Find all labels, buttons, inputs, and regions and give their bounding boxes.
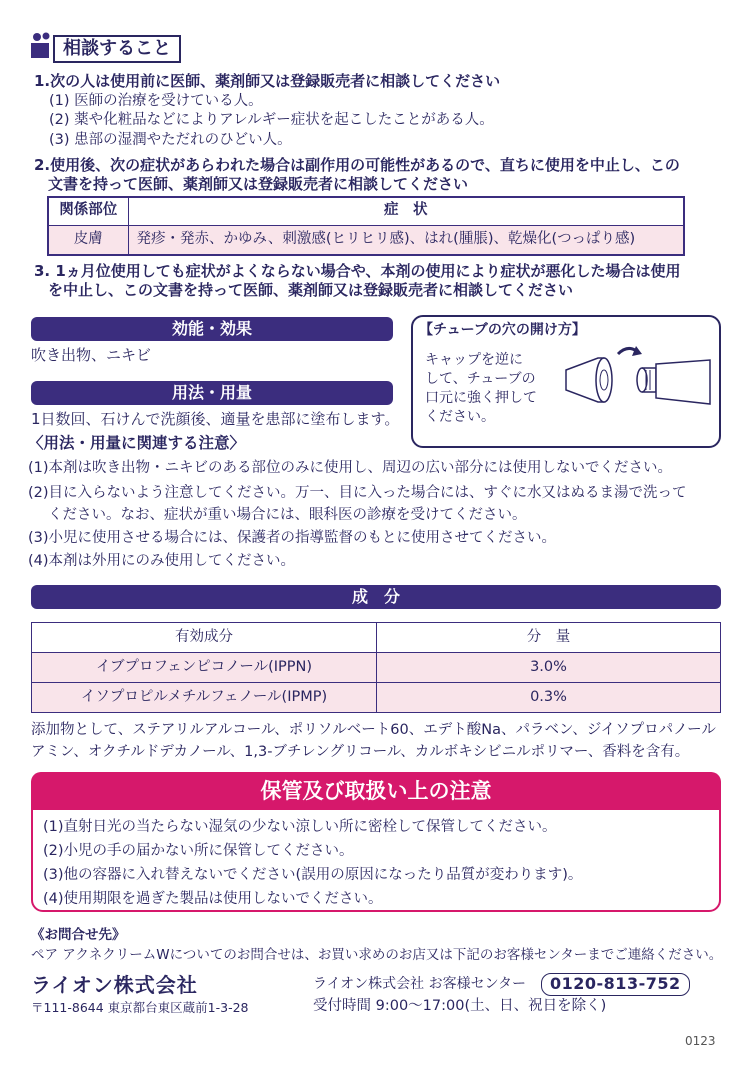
storage-item-3: (3)他の容器に入れ替えないでください(誤用の原因になったり品質が変わります)。 [43, 867, 583, 883]
symptom-cell-site: 皮膚 [48, 225, 128, 255]
usage-note-2a: (2)目に入らないよう注意してください。万一、目に入った場合には、すぐに水又はぬるま湯で洗って [28, 485, 687, 501]
consult-icon [30, 31, 52, 59]
customer-center: ライオン株式会社 お客様センター [313, 976, 527, 992]
storage-item-4: (4)使用期限を過ぎた製品は使用しないでください。 [43, 891, 383, 907]
symptom-table [47, 196, 685, 256]
consult-item-1: 1.次の人は使用前に医師、薬剤師又は登録販売者に相談してください [34, 72, 501, 90]
tube-line-3: 口元に強く押して [425, 389, 537, 406]
tube-text [425, 351, 537, 427]
consult-item-2a: 2.使用後、次の症状があらわれた場合は副作用の可能性があるので、直ちに使用を中止し、この [34, 156, 680, 174]
ing-cell-name-1: イブプロフェンピコノール(IPPN) [32, 653, 377, 683]
storage-header: 保管及び取扱い上の注意 [31, 772, 721, 810]
efficacy-header: 効能・効果 [31, 317, 393, 341]
tube-line-2: して、チューブの [425, 370, 536, 387]
ingredients-header: 成 分 [31, 585, 721, 609]
usage-note-2b: ください。なお、症状が重い場合には、眼科医の診療を受けてください。 [48, 507, 527, 523]
symptom-cell-symptom: 発疹・発赤、かゆみ、刺激感(ヒリヒリ感)、はれ(腫脹)、乾燥化(つっぱり感) [128, 225, 684, 255]
symptom-header-symptom: 症 状 [128, 197, 684, 225]
usage-note-4: (4)本剤は外用にのみ使用してください。 [28, 553, 296, 569]
usage-note-title: 〈用法・用量に関連する注意〉 [28, 434, 246, 452]
consult-title: 相談すること [53, 35, 181, 63]
consult-item-3b: を中止し、この文書を持って医師、薬剤師又は登録販売者に相談してください [48, 281, 574, 299]
consult-item-3a: 3. 1ヵ月位使用しても症状がよくならない場合や、本剤の使用により症状が悪化した場合は使用 [34, 262, 681, 280]
contact-title: 《お問合せ先》 [31, 927, 126, 943]
reception-hours: 受付時間 9:00〜17:00(土、日、祝日を除く) [313, 998, 607, 1014]
tube-line-4: ください。 [425, 408, 495, 425]
company-address: 〒111-8644 東京都台東区蔵前1-3-28 [31, 1000, 249, 1015]
consult-sub-1: (1) 医師の治療を受けている人。 [49, 93, 263, 109]
additives-line-1: 添加物として、ステアリルアルコール、ポリソルベート60、エデト酸Na、パラベン、ジイソプロパノール [31, 722, 716, 738]
efficacy-text: 吹き出物、ニキビ [31, 346, 152, 364]
ingredients-table [31, 622, 721, 713]
phone-number: 0120-813-752 [541, 973, 690, 996]
company-name: ライオン株式会社 [31, 973, 198, 997]
tube-illustration [560, 340, 712, 440]
ing-cell-amount-2: 0.3% [377, 683, 721, 713]
symptom-header-site: 関係部位 [48, 197, 128, 225]
usage-header: 用法・用量 [31, 381, 393, 405]
ing-cell-name-2: イソプロピルメチルフェノール(IPMP) [32, 683, 377, 713]
ing-header-amount: 分 量 [377, 623, 721, 653]
tube-title: 【チューブの穴の開け方】 [419, 322, 586, 338]
consult-item-2b: 文書を持って医師、薬剤師又は登録販売者に相談してください [48, 175, 469, 193]
usage-note-3: (3)小児に使用させる場合には、保護者の指導監督のもとに使用させてください。 [28, 530, 557, 546]
tube-line-1: キャップを逆に [425, 352, 523, 368]
document-code: 0123 [685, 1034, 716, 1048]
storage-item-1: (1)直射日光の当たらない湿気の少ない涼しい所に密栓して保管してください。 [43, 819, 557, 835]
contact-text: ペア アクネクリームWについてのお問合せは、お買い求めのお店又は下記のお客様センターまでご連絡ください。 [31, 947, 723, 963]
ing-header-active: 有効成分 [32, 623, 377, 653]
usage-note-1: (1)本剤は吹き出物・ニキビのある部位のみに使用し、周辺の広い部分には使用しないでください。 [28, 460, 673, 476]
consult-sub-2: (2) 薬や化粧品などによりアレルギー症状を起こしたことがある人。 [49, 112, 494, 128]
ing-cell-amount-1: 3.0% [377, 653, 721, 683]
usage-text: 1日数回、石けんで洗顔後、適量を患部に塗布します。 [31, 410, 400, 428]
additives-line-2: アミン、オクチルドデカノール、1,3-ブチレングリコール、カルボキシビニルポリマー、香料を含有。 [31, 744, 690, 760]
storage-item-2: (2)小児の手の届かない所に保管してください。 [43, 843, 354, 859]
consult-sub-3: (3) 患部の湿潤やただれのひどい人。 [49, 132, 292, 148]
